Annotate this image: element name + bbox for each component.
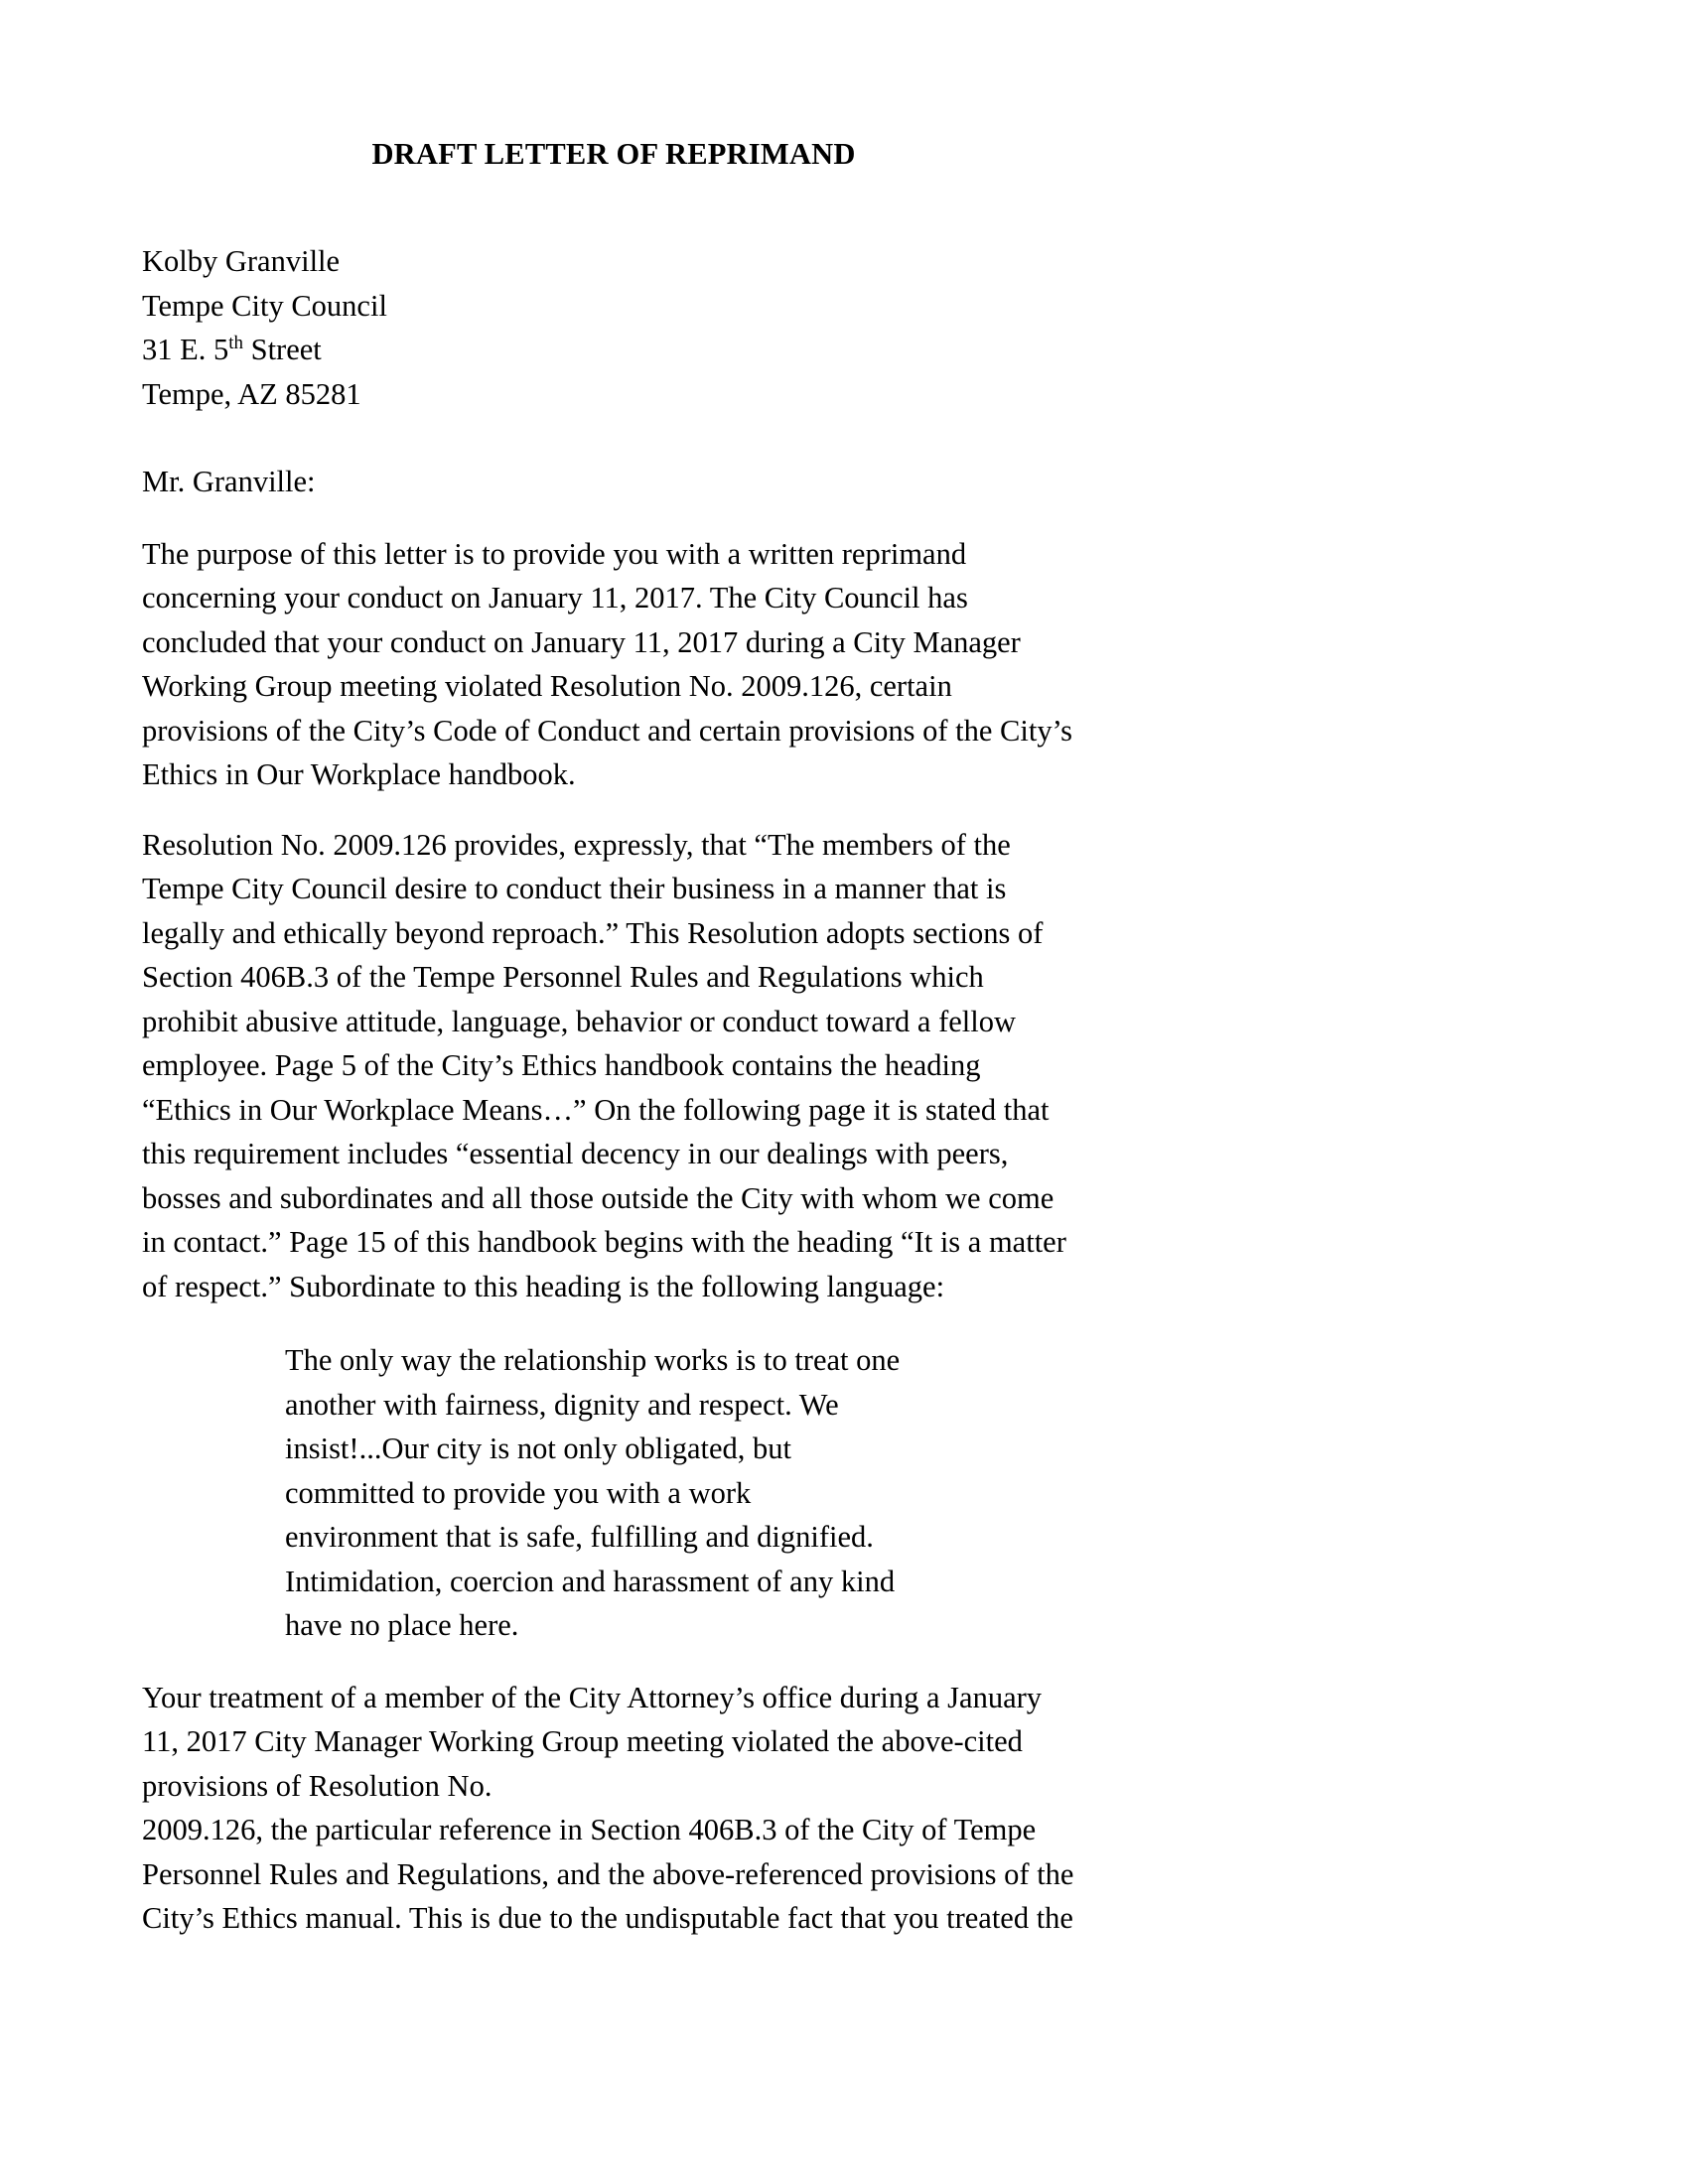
indented-quotation: The only way the relationship works is to treat one another with fairness, dignity and respect. We insist!...Our city is not only obligated, but committed to provide you with a work environment that is safe, fulfilling and dignified. Intimidation, coercion and harassment of any kind have no place here. (285, 1343, 908, 1642)
recipient-city-state-zip: Tempe, AZ 85281 (142, 376, 361, 411)
recipient-street (142, 328, 1075, 372)
street-suffix: Street (242, 333, 322, 366)
page-title: DRAFT LETTER OF REPRIMAND (371, 137, 856, 171)
body-paragraph-1: The purpose of this letter is to provide you with a written reprimand concerning your conduct on January 11, 2017. The City Council has concluded that your conduct on January 11, 2017 during a City Manager Working Group meeting violated Resolution No. 2009.126, certain provisions of the City’s Code of Conduct and certain provisions of the City’s Ethics in Our Workplace handbook. (142, 536, 1080, 791)
street-ordinal-suffix: th (228, 332, 243, 353)
recipient-name: Kolby Granville (142, 244, 341, 278)
street-number: 31 E. 5 (142, 333, 229, 366)
body-paragraph-3-part-2: 2009.126, the particular reference in Section 406B.3 of the City of Tempe Personnel Rules and Regulations, and the above-referenced provisions of the City’s Ethics manual. This is due to the undisputable fact that you treated the (142, 1813, 1082, 1935)
recipient-address-block (142, 239, 1075, 416)
letter-body (142, 0, 1082, 1941)
salutation: Mr. Granville: (142, 465, 316, 498)
body-paragraph-3-part-1: Your treatment of a member of the City Attorney’s office during a January 11, 2017 City Manager Working Group meeting violated the above-cited provisions of Resolution No. (142, 1680, 1050, 1803)
recipient-organization: Tempe City Council (142, 288, 387, 323)
body-paragraph-2: Resolution No. 2009.126 provides, expressly, that “The members of the Tempe City Council desire to conduct their business in a manner that is legally and ethically beyond reproach.” This Resolution adopts sections of Section 406B.3 of the Tempe Personnel Rules and Regulations which prohibit abusive attitude, language, behavior or conduct toward a fellow employee. Page 5 of the City’s Ethics handbook contains the heading “Ethics in Our Workplace Means…” On the following page it is stated that this requirement includes “essential decency in our dealings with peers, bosses and subordinates and all those outside the City with whom we come in contact.” Page 15 of this handbook begins with the heading “It is a matter of respect.” Subordinate to this heading is the following language: (142, 827, 1074, 1303)
